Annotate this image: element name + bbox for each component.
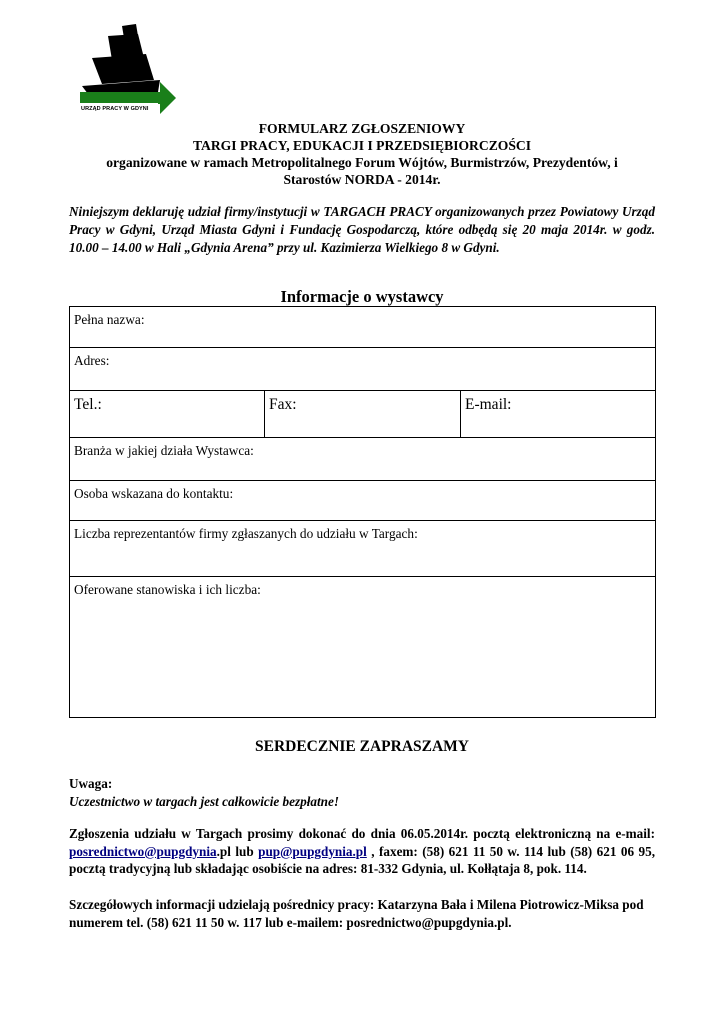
exhibitor-info-heading: Informacje o wystawcy <box>280 287 444 306</box>
free-participation-text: Uczestnictwo w targach jest całkowicie bezpłatne! <box>69 793 339 809</box>
title-line-1: FORMULARZ ZGŁOSZENIOWY <box>258 121 466 136</box>
title-line-2: TARGI PRACY, EDUKACJI I PRZEDSIĘBIORCZOŚCI <box>192 138 532 153</box>
industry-label: Branża w jakiej działa Wystawca: <box>74 443 254 458</box>
fax-label: Fax: <box>269 396 297 413</box>
logo-caption: URZĄD PRACY W GDYNI <box>81 106 149 112</box>
contact-numbers-row <box>70 391 655 438</box>
logo <box>78 22 178 120</box>
contact-person-field[interactable] <box>70 481 655 521</box>
fax-field[interactable] <box>264 391 460 437</box>
exhibitor-form <box>69 306 656 718</box>
submission-text-3: , faxem: (58) 621 11 50 w. 114 lub (58) 621 06 95, pocztą tradycyjną lub składając osobiście na adres: 81-332 Gdynia, ul. Kołłątaja 8, pok. 114. <box>69 843 655 876</box>
positions-label: Oferowane stanowiska i ich liczba: <box>74 582 261 597</box>
email-link-pup[interactable]: pup@pupgdynia.pl <box>258 843 367 859</box>
address-label: Adres: <box>74 353 110 368</box>
representatives-field[interactable] <box>70 521 655 577</box>
address-field[interactable] <box>70 348 655 391</box>
email-field[interactable] <box>460 391 655 437</box>
attention-note <box>69 775 655 810</box>
tel-label: Tel.: <box>74 396 102 413</box>
email-label: E-mail: <box>465 396 512 413</box>
positions-field[interactable] <box>70 577 655 717</box>
title-line-4: Starostów NORDA - 2014r. <box>283 172 441 187</box>
submission-text-2: .pl lub <box>216 843 259 859</box>
submission-instructions <box>69 825 655 878</box>
tel-field[interactable] <box>70 391 264 437</box>
contact-person-label: Osoba wskazana do kontaktu: <box>74 486 234 501</box>
representatives-label: Liczba reprezentantów firmy zgłaszanych do udziału w Targach: <box>74 526 418 541</box>
form-title <box>60 120 664 188</box>
title-line-3: organizowane w ramach Metropolitalnego Forum Wójtów, Burmistrzów, Prezydentów, i <box>106 155 618 170</box>
industry-field[interactable] <box>70 438 655 481</box>
intro-paragraph: Niniejszym deklaruję udział firmy/instytucji w TARGACH PRACY organizowanych przez Powiatowy Urząd Pracy w Gdyni, Urząd Miasta Gdyni i Fundację Gospodarczą, które odbędą się 20 maja 2014r. w godz. 10.00 – 14.00 w Hali „Gdynia Arena” przy ul. Kazimierza Wielkiego 8 w Gdyni. <box>69 204 655 255</box>
email-link-posrednictwo[interactable]: posrednictwo@pupgdynia <box>69 843 217 859</box>
full-name-label: Pełna nazwa: <box>74 312 145 327</box>
submission-text-1: Zgłoszenia udziału w Targach prosimy dokonać do dnia 06.05.2014r. pocztą elektroniczną na e-mail: <box>69 826 655 841</box>
full-name-field[interactable] <box>70 307 655 348</box>
attention-label: Uwaga: <box>69 776 113 791</box>
closing-invitation: SERDECZNIE ZAPRASZAMY <box>254 738 470 755</box>
info-contacts: Szczegółowych informacji udzielają pośrednicy pracy: Katarzyna Bała i Milena Piotrowicz-Miksa pod numerem tel. (58) 621 11 50 w. 117 lub e-mailem: posrednictwo@pupgdynia.pl. <box>69 897 644 930</box>
